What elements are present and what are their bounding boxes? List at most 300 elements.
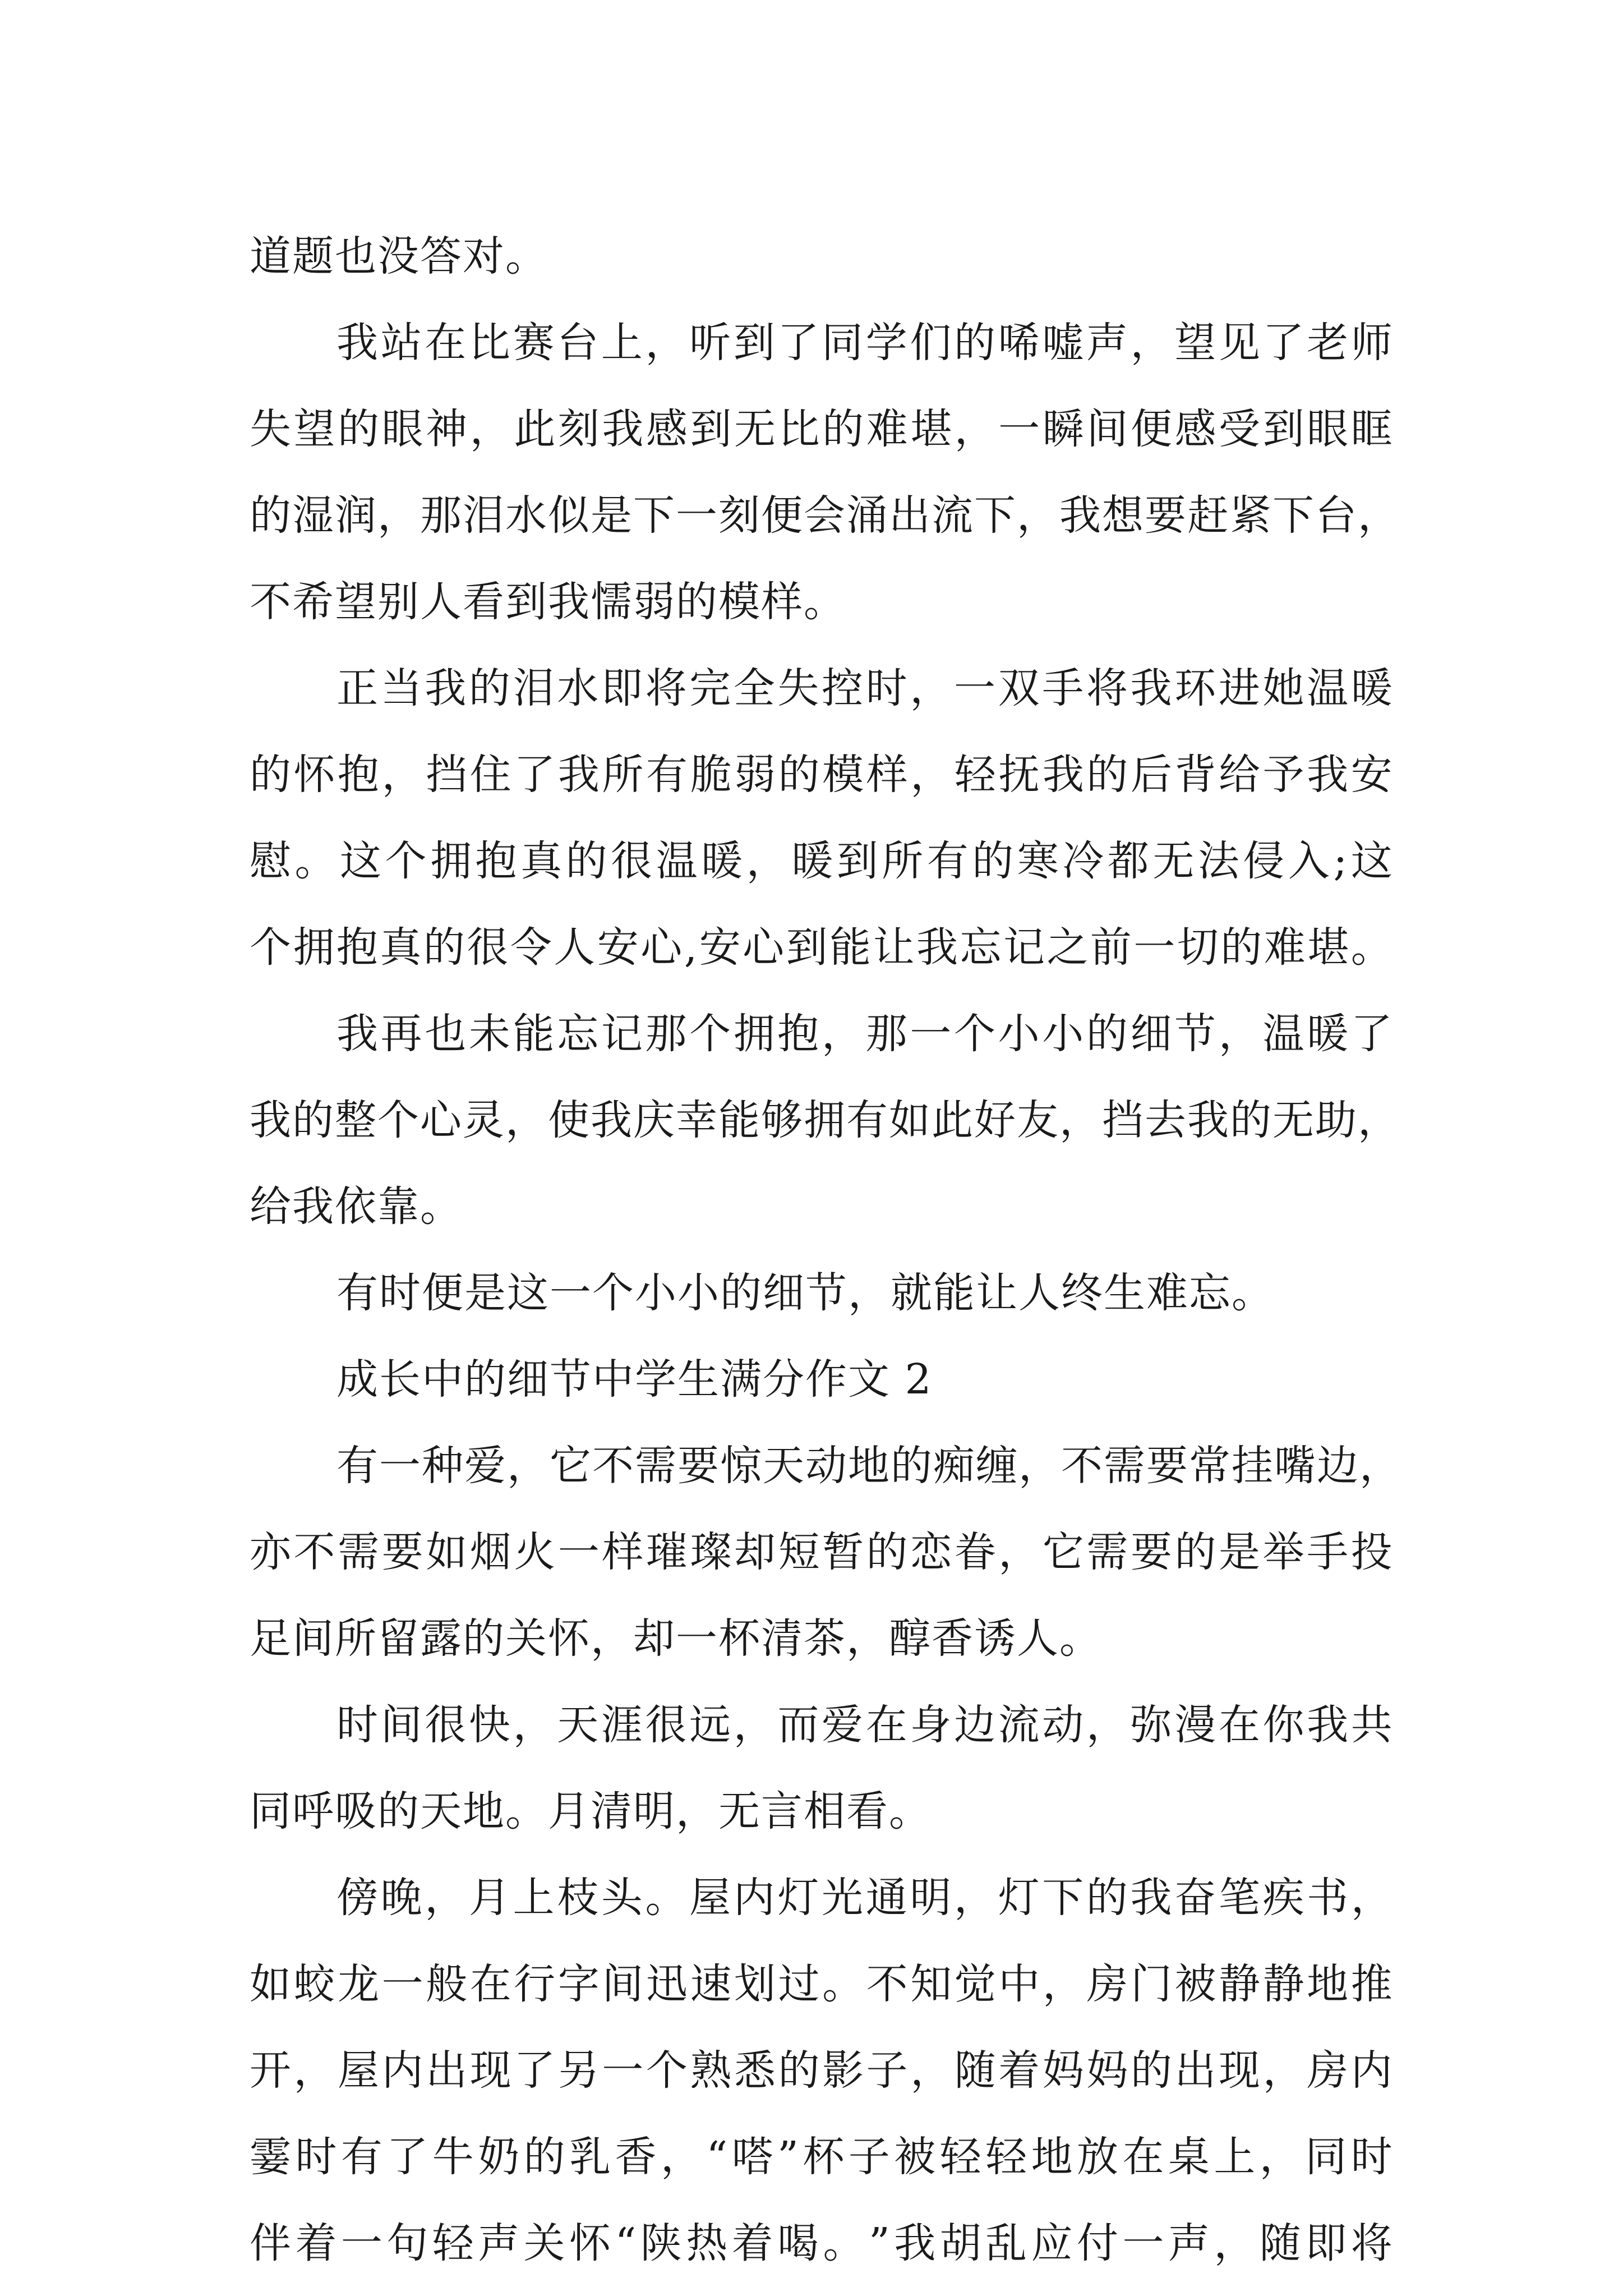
text-char: 轻 [985,2133,1029,2181]
text-char: 的 [1220,923,1264,972]
text-char: 我 [916,923,960,972]
text-char: 知 [910,1960,953,2008]
text-char: 的 [468,664,511,712]
text-char: 涯 [601,1701,644,1749]
text-char: 出 [426,2046,469,2095]
text-char: 暖 [791,837,834,885]
text-char: 见 [1218,319,1261,367]
text-char: 在 [1218,1701,1261,1749]
text-char: 天 [763,1442,805,1490]
text-char: 过 [778,1960,821,2008]
text-char: 难 [866,405,909,453]
text-char: 住 [469,751,513,799]
text-char: 那 [420,491,463,540]
text-char: 的 [1130,2046,1173,2095]
text-char: 瞬 [1042,405,1085,453]
text-char: 即 [1305,2219,1348,2267]
text-char: 安 [699,923,742,972]
text-char: 此 [932,1096,974,1144]
text-char: 台 [1315,491,1358,540]
text-char: 听 [689,319,732,367]
text-char: ， [660,2133,703,2181]
text-line [250,1941,1394,2027]
text-char: 有 [645,751,689,799]
text-char: 行 [514,1960,557,2008]
text-char: 。 [823,2219,866,2267]
text-char: 一 [953,664,997,712]
text-char: 痴 [933,1442,976,1490]
text-char: 轻 [954,751,997,799]
text-char: 在 [865,1701,909,1749]
text-char: 她 [1262,664,1306,712]
text-line [250,1855,1394,1941]
text-char: 疾 [1262,1874,1306,1922]
text-char: 暖 [701,837,744,885]
text-char: 记 [601,1010,644,1058]
text-char: 地 [848,1442,891,1490]
text-char: ， [998,1528,1041,1576]
text-char: 一 [910,1010,953,1058]
text-char: 要 [677,1442,720,1490]
text-char: 我 [336,1010,379,1058]
text-char: 一 [676,491,718,540]
text-char: 霎 [250,2133,292,2181]
text-char: 璀 [645,1528,689,1576]
text-char: 到 [1262,405,1306,453]
text-char: 要 [1145,491,1187,540]
text-char: 泪 [513,664,556,712]
text-char: 我 [894,2219,937,2267]
text-char: 的 [1086,1010,1129,1058]
text-char: 刻 [557,405,601,453]
text-char: 前 [1090,923,1133,972]
text-char: ， [377,491,420,540]
text-char: 同 [1305,2133,1348,2181]
text-char: 一 [1122,2219,1165,2267]
text-char: 小 [1042,1010,1085,1058]
text-char: 神 [426,405,469,453]
text-char: 出 [1174,2046,1218,2095]
text-char: 璨 [690,1528,733,1576]
text-char: 影 [822,2046,865,2095]
text-char: 个 [953,1010,997,1058]
text-char: 枝 [557,1874,600,1922]
text-char: 热 [686,2219,729,2267]
text-char: 。 [822,1960,865,2008]
text-char: 友 [1017,1096,1059,1144]
text-char: 嘘 [1042,319,1085,367]
text-char: 了 [777,319,820,367]
text-char: 般 [426,1960,469,2008]
text-char: ， [1086,1701,1129,1749]
text-char: 屋 [338,2046,381,2095]
text-char: 现 [1219,2046,1262,2095]
text-char: 入 [1288,837,1331,885]
text-char: 身 [910,1701,953,1749]
text-char: ， [746,837,789,885]
text-char: 一 [1133,923,1177,972]
text-char: “ [615,2219,638,2267]
text-char: 那 [645,1010,688,1058]
text-char: 够 [761,1096,804,1144]
text-char: ， [910,751,953,799]
text-line: 给我依靠。 [250,1182,463,1231]
text-char: 侵 [1243,837,1286,885]
text-line: 道题也没答对。 [250,232,548,280]
text-char: 牛 [432,2133,475,2181]
text-line [250,818,1394,904]
text-char: 未 [468,1010,511,1058]
text-char: 唏 [998,319,1041,367]
text-char: 水 [505,491,548,540]
text-char: ， [1350,1874,1394,1922]
text-char: 个 [385,837,428,885]
text-char: 个 [250,923,292,972]
text-char: 子 [866,2046,909,2095]
text-char: 付 [1077,2219,1119,2267]
text-char: 弱 [734,751,777,799]
text-char: 一 [340,2219,384,2267]
text-char: 一 [602,2046,645,2095]
text-char: 望 [293,405,336,453]
text-char: 怀 [293,751,336,799]
text-char: 速 [690,1960,733,2008]
text-char: 拥 [293,923,336,972]
text-char: 时 [865,664,909,712]
text-char: 去 [1145,1096,1187,1144]
text-char: 慰 [250,837,292,885]
text-char: 子 [848,2133,891,2181]
text-char: 被 [1174,1960,1218,2008]
text-char: 的 [953,319,997,367]
text-char: 门 [1130,1960,1173,2008]
text-char: 共 [1350,1701,1394,1749]
text-char: 着 [731,2219,774,2267]
text-line: 同呼吸的天地。月清明，无言相看。 [250,1787,932,1835]
text-char: 下 [1042,1874,1085,1922]
text-char: 无 [1152,837,1196,885]
text-char: 。 [1350,923,1394,972]
text-char: , [684,923,699,972]
text-char: 而 [777,1701,820,1749]
text-char: 房 [1307,2046,1350,2095]
text-char: 赛 [513,319,556,367]
text-char: 整 [335,1096,377,1144]
text-char: 所 [602,751,645,799]
text-line [250,2114,1394,2200]
text-char: 悉 [734,2046,777,2095]
text-char: 抱 [475,837,518,885]
text-char: “ [706,2133,729,2181]
text-char: 香 [615,2133,658,2181]
text-char: 如 [426,1528,469,1576]
text-char: 很 [467,923,510,972]
text-line [250,472,1400,559]
text-char: 我 [1130,664,1173,712]
text-char: 了 [514,751,557,799]
text-char: 心 [743,923,786,972]
text-char: 到 [786,923,829,972]
text-char: 爱 [464,1442,507,1490]
text-char: 望 [1174,319,1218,367]
text-char: ， [507,1442,550,1490]
text-char: 需 [338,1528,381,1576]
text-char: 了 [514,2046,557,2095]
text-char: ， [1018,1442,1061,1490]
text-line [250,386,1394,472]
text-char: 光 [822,1874,865,1922]
text-char: 我 [250,1096,292,1144]
text-char: 不 [866,1960,909,2008]
text-char: ， [513,1701,556,1749]
text-char: 脆 [690,751,733,799]
text-char: 下 [974,491,1017,540]
text-char: 手 [1307,1528,1350,1576]
text-char: ， [1059,1096,1102,1144]
text-char: 予 [1262,751,1306,799]
text-char: 要 [381,1528,425,1576]
text-char: 一 [998,405,1041,453]
text-char: 放 [1077,2133,1119,2181]
text-char: 熟 [690,2046,733,2095]
text-char: 环 [1174,664,1218,712]
text-char: ， [1042,1960,1085,2008]
text-char: 着 [295,2219,338,2267]
text-char: 们 [910,319,953,367]
text-char: 不 [293,1528,336,1576]
text-char: 感 [1174,405,1218,453]
text-char: ， [1358,1096,1400,1144]
text-char: 短 [778,1528,821,1576]
text-char: 不 [1061,1442,1104,1490]
text-char: 手 [1042,664,1085,712]
text-char: 声 [478,2219,521,2267]
text-char: 出 [889,491,932,540]
text-char: 在 [469,1960,513,2008]
text-char: 抱 [777,1010,820,1058]
text-char: 的 [1086,1874,1129,1922]
text-char: 的 [778,751,821,799]
text-char: 这 [1350,837,1394,885]
text-char: 好 [974,1096,1017,1144]
text-char: 的 [1230,1096,1272,1144]
text-char: 另 [557,2046,601,2095]
text-char: 忘 [557,1010,600,1058]
text-char: 要 [1146,1442,1189,1490]
text-char: 需 [1104,1442,1146,1490]
text-char: 的 [866,1528,909,1576]
text-char: 房 [1086,1960,1129,2008]
text-char: 下 [1272,491,1315,540]
section-heading: 成长中的细节中学生满分作文 2 [336,1355,933,1404]
text-char: 轻 [939,2133,983,2181]
text-char: 无 [734,405,777,453]
text-char: 不 [592,1442,635,1490]
text-char: 的 [778,2046,821,2095]
text-char: 头 [601,1874,644,1922]
text-char: 完 [689,664,732,712]
text-char: 关 [523,2219,566,2267]
text-char: 挡 [1102,1096,1145,1144]
text-char: 了 [1262,319,1306,367]
text-char: 的 [292,1096,335,1144]
text-char: 流 [932,491,974,540]
text-char: 间 [380,1701,423,1749]
text-char: 月 [468,1874,511,1922]
text-char: 我 [336,319,379,367]
text-char: 真 [520,837,564,885]
text-char: 中 [998,1960,1041,2008]
text-char: ， [1262,2046,1306,2095]
text-char: 学 [865,319,909,367]
text-char: 烟 [469,1528,513,1576]
text-char: 站 [380,319,423,367]
text-char: 拥 [804,1096,846,1144]
text-char: 奶 [478,2133,521,2181]
text-char: 时 [336,1701,379,1749]
text-char: ， [733,1701,776,1749]
text-char: 我 [602,405,645,453]
text-char: 一 [379,1442,422,1490]
text-char: 法 [1197,837,1241,885]
text-char: 间 [602,1960,645,2008]
text-char: 桌 [1168,2133,1211,2181]
text-char: 冷 [1062,837,1105,885]
text-char: 间 [1086,405,1129,453]
text-char: 。 [645,1874,688,1922]
text-char: 通 [865,1874,909,1922]
text-char: 它 [1042,1528,1085,1576]
text-char: 灯 [998,1874,1041,1922]
text-char: 常 [1189,1442,1232,1490]
text-char: 堪 [1307,923,1350,972]
text-char: 安 [597,923,640,972]
text-char: 开 [250,2046,292,2095]
text-char: 令 [510,923,553,972]
text-char: 能 [513,1010,556,1058]
text-char: 我 [425,664,468,712]
text-char: 傍 [336,1874,379,1922]
text-char: 失 [777,664,820,712]
text-char: 温 [1262,1010,1306,1058]
text-char: ， [910,2046,953,2095]
text-char: 暂 [822,1528,865,1576]
text-line [250,1509,1394,1595]
text-char: 恋 [910,1528,953,1576]
text-char: 动 [1042,1701,1085,1749]
text-char: 此 [514,405,557,453]
text-char: 庆 [633,1096,676,1144]
text-char: 想 [1102,491,1145,540]
text-char: 到 [836,837,879,885]
text-char: 上 [513,1874,556,1922]
text-char: 上 [601,319,644,367]
text-char: 抚 [998,751,1041,799]
text-char: ， [910,664,953,712]
text-char: 杯 [803,2133,846,2181]
text-char: 便 [1130,405,1173,453]
text-char: 心 [640,923,684,972]
text-char: 地 [1031,2133,1074,2181]
text-line: 不希望别人看到我懦弱的模样。 [250,578,846,626]
text-char: 在 [1122,2133,1165,2181]
text-char: 举 [1262,1528,1306,1576]
text-char: 灵 [463,1096,505,1144]
text-char: 老 [1307,319,1350,367]
text-char: 我 [1059,491,1102,540]
text-char: 快 [468,1701,511,1749]
text-char: 伴 [250,2219,292,2267]
text-char: 妈 [1042,2046,1085,2095]
text-char: 。 [294,837,338,885]
text-char: ， [469,405,513,453]
text-char: 全 [733,664,776,712]
text-char: 个 [377,1096,420,1144]
text-char: 润 [335,491,377,540]
text-char: 切 [1177,923,1220,972]
text-char: 远 [689,1701,732,1749]
text-char: 节 [1174,1010,1218,1058]
text-char: 妈 [1086,2046,1129,2095]
text-char: 嗒 [731,2133,774,2181]
text-char: 亦 [250,1528,292,1576]
text-char: 一 [557,1528,601,1576]
text-char: 的 [250,491,292,540]
text-char: 的 [822,405,865,453]
text-char: 受 [1219,405,1262,453]
text-char: 你 [1262,1701,1306,1749]
text-char: 真 [380,923,423,972]
text-char: 安 [1350,751,1394,799]
text-char: 堪 [910,405,953,453]
text-char: 奋 [1174,1874,1218,1922]
text-char: 声 [1168,2219,1211,2267]
text-char: 陕 [640,2219,683,2267]
text-char: ， [1130,319,1173,367]
text-char: 样 [602,1528,645,1576]
text-char: 后 [1130,751,1173,799]
text-char: 内 [1350,2046,1394,2095]
text-char: 随 [954,2046,997,2095]
text-char: 涌 [846,491,889,540]
text-char: 这 [340,837,383,885]
text-char: 着 [998,2046,1041,2095]
text-line: 有时便是这一个小小的细节，就能让人终生难忘。 [336,1269,1274,1317]
text-char: 记 [1003,923,1046,972]
text-char: ， [822,1010,865,1058]
text-char: ， [505,1096,548,1144]
text-char: 双 [998,664,1041,712]
text-char: 给 [1219,751,1262,799]
text-char: 龙 [338,1960,381,2008]
text-char: 边 [1317,1442,1359,1490]
text-char: 水 [557,664,600,712]
text-char: 暖 [1307,1010,1350,1058]
text-char: 助 [1315,1096,1358,1144]
text-char: 当 [380,664,423,712]
text-char: 现 [469,2046,513,2095]
text-char: 胡 [939,2219,983,2267]
text-char: ; [1333,837,1349,885]
text-char: 划 [734,1960,777,2008]
text-line [250,1077,1400,1163]
text-line [250,731,1394,818]
text-char: 眷 [954,1528,997,1576]
text-char: 到 [733,319,776,367]
text-char: 刻 [718,491,761,540]
text-char: 再 [380,1010,423,1058]
text-char: 时 [295,2133,338,2181]
